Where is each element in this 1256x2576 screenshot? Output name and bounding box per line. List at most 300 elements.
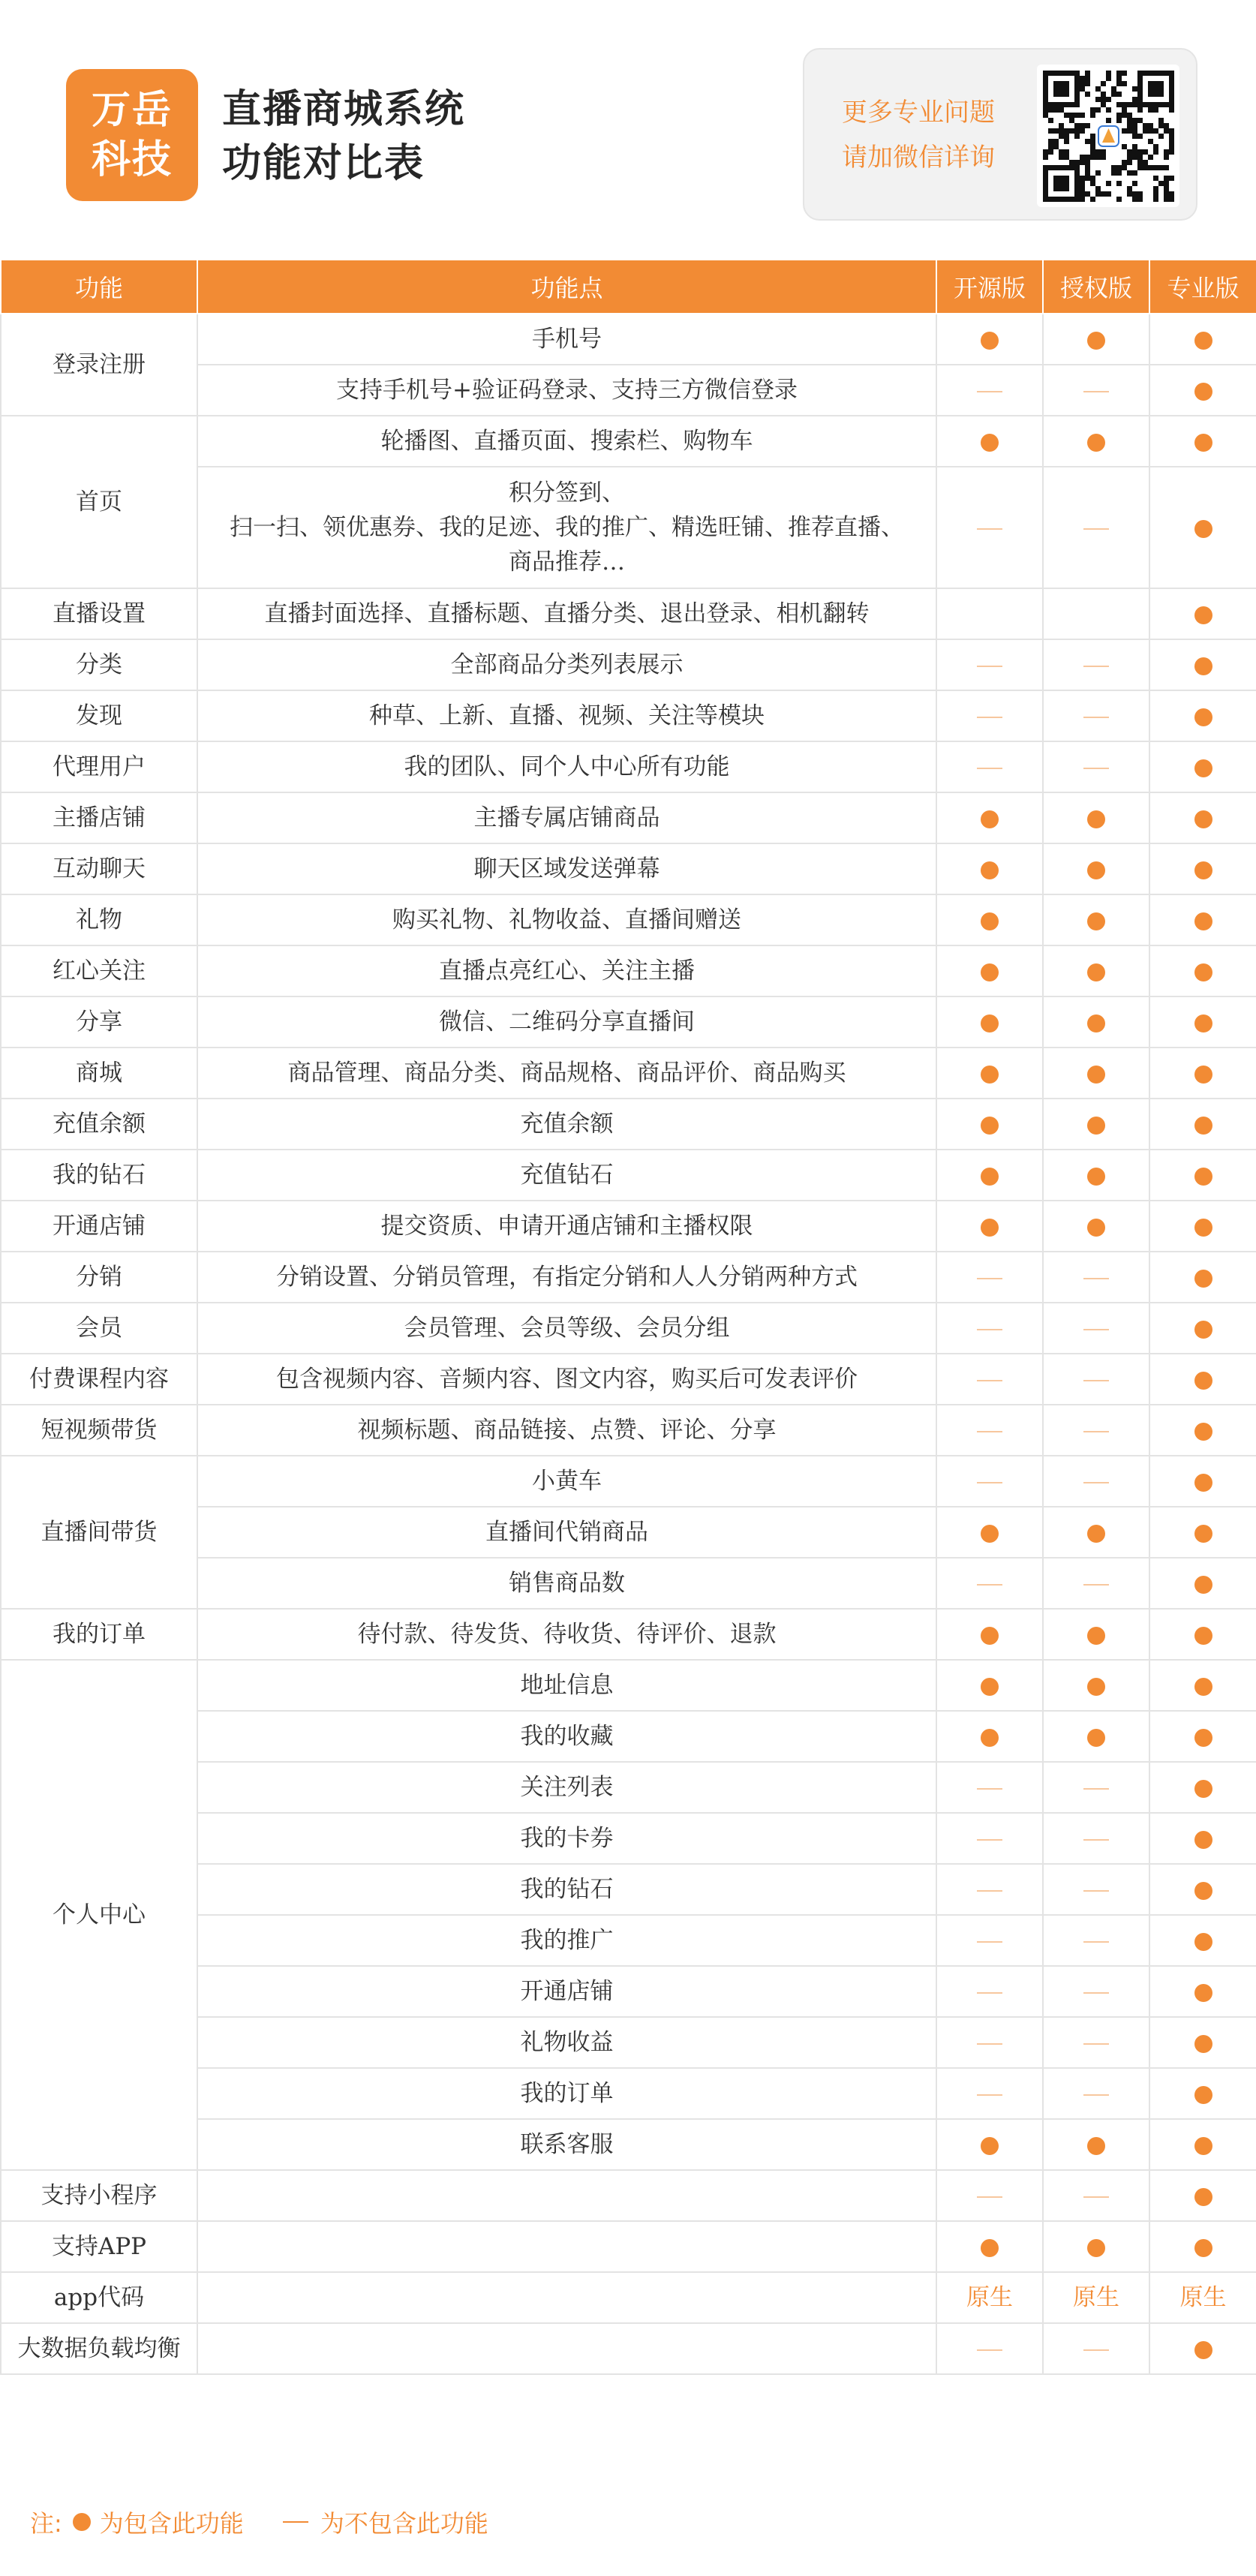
mark-cell-open-source <box>936 416 1043 467</box>
mark-cell-licensed <box>1043 2170 1149 2221</box>
mark-cell-open-source <box>936 894 1043 945</box>
included-dot-icon <box>981 861 999 879</box>
included-dot-icon <box>1194 1882 1212 1900</box>
table-row <box>1 314 1256 365</box>
table-row <box>1 690 1256 741</box>
mark-cell-licensed <box>1043 945 1149 996</box>
mark-cell-professional <box>1149 1405 1256 1456</box>
logo-line-2: 科技 <box>91 137 173 182</box>
mark-cell-professional <box>1149 1762 1256 1813</box>
mark-cell-professional <box>1149 1711 1256 1762</box>
mark-cell-open-source <box>936 843 1043 894</box>
not-included-dash-icon <box>1083 2094 1109 2096</box>
comparison-table <box>0 259 1256 2375</box>
included-dot-icon <box>1194 2239 1212 2257</box>
feature-cell: 短视频带货 <box>1 1405 197 1456</box>
mark-cell-licensed <box>1043 741 1149 792</box>
feature-point-cell: 我的推广 <box>197 1915 936 1966</box>
included-dot-icon <box>981 2137 999 2155</box>
mark-cell-open-source <box>936 588 1043 639</box>
included-dot-icon <box>1194 810 1212 828</box>
included-dot-icon <box>1087 1117 1105 1135</box>
legend-not-included-text: 为不包含此功能 <box>320 2509 488 2538</box>
title-line-1: 直播商城系统 <box>222 87 466 132</box>
mark-cell-open-source <box>936 314 1043 365</box>
not-included-dash-icon <box>977 1890 1002 1892</box>
not-included-dash-icon <box>1083 1839 1109 1841</box>
mark-cell-licensed <box>1043 2272 1149 2323</box>
mark-cell-professional <box>1149 1099 1256 1150</box>
included-dot-icon <box>1194 2341 1212 2359</box>
mark-cell-professional <box>1149 690 1256 741</box>
mark-cell-licensed <box>1043 843 1149 894</box>
title-line-2: 功能对比表 <box>222 141 425 186</box>
included-dot-icon <box>981 1627 999 1645</box>
included-dot-icon <box>1194 1423 1212 1441</box>
mark-cell-open-source <box>936 365 1043 416</box>
page-title <box>222 83 465 191</box>
native-label: 原生 <box>1073 2284 1119 2311</box>
mark-cell-open-source <box>936 741 1043 792</box>
feature-point-line: 扫一扫、领优惠券、我的足迹、我的推广、精选旺铺、推荐直播、 <box>230 514 904 541</box>
table-row <box>1 2323 1256 2374</box>
not-included-dash-icon <box>283 2521 308 2523</box>
included-dot-icon <box>1194 1117 1212 1135</box>
feature-point-cell: 我的收藏 <box>197 1711 936 1762</box>
mark-cell-licensed <box>1043 1150 1149 1201</box>
mark-cell-open-source <box>936 1252 1043 1303</box>
feature-cell: 代理用户 <box>1 741 197 792</box>
feature-cell: 分类 <box>1 639 197 690</box>
mark-cell-professional <box>1149 2119 1256 2170</box>
mark-cell-professional <box>1149 996 1256 1048</box>
mark-cell-professional <box>1149 1915 1256 1966</box>
mark-cell-open-source <box>936 1048 1043 1099</box>
mark-cell-open-source <box>936 1558 1043 1609</box>
feature-point-cell: 待付款、待发货、待收货、待评价、退款 <box>197 1609 936 1660</box>
mark-cell-licensed <box>1043 1303 1149 1354</box>
included-dot-icon <box>1194 606 1212 624</box>
included-dot-icon <box>1194 383 1212 401</box>
included-dot-icon <box>1087 1627 1105 1645</box>
mark-cell-professional <box>1149 314 1256 365</box>
feature-point-cell: 分销设置、分销员管理，有指定分销和人人分销两种方式 <box>197 1252 936 1303</box>
mark-cell-open-source <box>936 467 1043 588</box>
mark-cell-licensed <box>1043 690 1149 741</box>
mark-cell-open-source <box>936 1966 1043 2017</box>
table-row <box>1 1660 1256 1711</box>
not-included-dash-icon <box>977 528 1002 530</box>
included-dot-icon <box>1194 520 1212 538</box>
mark-cell-professional <box>1149 1150 1256 1201</box>
mark-cell-open-source <box>936 1456 1043 1507</box>
mark-cell-licensed <box>1043 1405 1149 1456</box>
mark-cell-open-source <box>936 1813 1043 1864</box>
feature-cell: 分销 <box>1 1252 197 1303</box>
not-included-dash-icon <box>1083 1788 1109 1790</box>
contact-text <box>842 90 995 180</box>
table-body <box>1 314 1256 2374</box>
included-dot-icon <box>981 1729 999 1747</box>
mark-cell-professional <box>1149 1303 1256 1354</box>
not-included-dash-icon <box>977 1329 1002 1330</box>
feature-point-cell: 我的团队、同个人中心所有功能 <box>197 741 936 792</box>
included-dot-icon <box>1087 861 1105 879</box>
included-dot-icon <box>1087 332 1105 350</box>
mark-cell-professional <box>1149 1354 1256 1405</box>
feature-cell: 直播间带货 <box>1 1456 197 1609</box>
mark-cell-licensed <box>1043 1660 1149 1711</box>
mark-cell-professional <box>1149 1966 1256 2017</box>
mark-cell-open-source <box>936 1354 1043 1405</box>
native-label: 原生 <box>966 2284 1013 2311</box>
feature-point-cell: 充值余额 <box>197 1099 936 1150</box>
mark-cell-licensed <box>1043 1201 1149 1252</box>
mark-cell-professional <box>1149 365 1256 416</box>
table-row <box>1 1303 1256 1354</box>
mark-cell-licensed <box>1043 996 1149 1048</box>
contact-line-1: 更多专业问题 <box>842 98 995 128</box>
included-dot-icon <box>1194 2086 1212 2104</box>
feature-cell: app代码 <box>1 2272 197 2323</box>
feature-cell: 支持小程序 <box>1 2170 197 2221</box>
legend-note <box>30 2505 488 2539</box>
mark-cell-open-source <box>936 792 1043 843</box>
included-dot-icon <box>1194 434 1212 452</box>
feature-cell: 大数据负载均衡 <box>1 2323 197 2374</box>
mark-cell-open-source <box>936 1864 1043 1915</box>
included-dot-icon <box>73 2513 91 2531</box>
feature-cell: 红心关注 <box>1 945 197 996</box>
included-dot-icon <box>1087 1066 1105 1084</box>
feature-cell: 我的订单 <box>1 1609 197 1660</box>
included-dot-icon <box>1194 1729 1212 1747</box>
included-dot-icon <box>981 1117 999 1135</box>
mark-cell-open-source <box>936 1660 1043 1711</box>
mark-cell-professional <box>1149 792 1256 843</box>
not-included-dash-icon <box>1083 1329 1109 1330</box>
mark-cell-professional <box>1149 2017 1256 2068</box>
included-dot-icon <box>1194 1270 1212 1288</box>
mark-cell-professional <box>1149 1456 1256 1507</box>
mark-cell-open-source <box>936 1609 1043 1660</box>
table-row <box>1 996 1256 1048</box>
included-dot-icon <box>981 810 999 828</box>
included-dot-icon <box>1194 861 1212 879</box>
feature-point-cell: 销售商品数 <box>197 1558 936 1609</box>
feature-cell: 主播店铺 <box>1 792 197 843</box>
not-included-dash-icon <box>1083 717 1109 718</box>
table-row <box>1 416 1256 467</box>
header-open-source: 开源版 <box>936 260 1043 314</box>
table-row <box>1 2272 1256 2323</box>
included-dot-icon <box>1194 1831 1212 1849</box>
included-dot-icon <box>1194 2035 1212 2053</box>
feature-point-cell: 联系客服 <box>197 2119 936 2170</box>
mark-cell-licensed <box>1043 1609 1149 1660</box>
feature-cell: 互动聊天 <box>1 843 197 894</box>
mark-cell-professional <box>1149 467 1256 588</box>
not-included-dash-icon <box>977 768 1002 769</box>
included-dot-icon <box>1087 1014 1105 1033</box>
mark-cell-professional <box>1149 2170 1256 2221</box>
company-logo <box>66 69 198 201</box>
table-row <box>1 1609 1256 1660</box>
not-included-dash-icon <box>977 391 1002 392</box>
mark-cell-open-source <box>936 945 1043 996</box>
feature-point-cell: 购买礼物、礼物收益、直播间赠送 <box>197 894 936 945</box>
feature-cell: 开通店铺 <box>1 1201 197 1252</box>
included-dot-icon <box>981 332 999 350</box>
not-included-dash-icon <box>977 2196 1002 2198</box>
feature-point-cell: 手机号 <box>197 314 936 365</box>
feature-point-cell: 关注列表 <box>197 1762 936 1813</box>
not-included-dash-icon <box>977 2043 1002 2045</box>
feature-point-cell: 支持手机号+验证码登录、支持三方微信登录 <box>197 365 936 416</box>
feature-cell: 会员 <box>1 1303 197 1354</box>
feature-cell: 支持APP <box>1 2221 197 2272</box>
mark-cell-professional <box>1149 1813 1256 1864</box>
feature-point-cell: 我的订单 <box>197 2068 936 2119</box>
not-included-dash-icon <box>1083 1380 1109 1381</box>
not-included-dash-icon <box>977 1482 1002 1483</box>
included-dot-icon <box>1194 1780 1212 1798</box>
not-included-dash-icon <box>977 717 1002 718</box>
table-row <box>1 945 1256 996</box>
included-dot-icon <box>1194 1014 1212 1033</box>
mark-cell-licensed <box>1043 1507 1149 1558</box>
mark-cell-licensed <box>1043 639 1149 690</box>
included-dot-icon <box>1087 2239 1105 2257</box>
feature-cell: 付费课程内容 <box>1 1354 197 1405</box>
included-dot-icon <box>981 1219 999 1237</box>
not-included-dash-icon <box>1083 1482 1109 1483</box>
mark-cell-open-source <box>936 1915 1043 1966</box>
table-row <box>1 639 1256 690</box>
table-row <box>1 1456 1256 1507</box>
included-dot-icon <box>1194 1474 1212 1492</box>
mark-cell-professional <box>1149 1609 1256 1660</box>
header-professional: 专业版 <box>1149 260 1256 314</box>
not-included-dash-icon <box>977 1839 1002 1841</box>
mark-cell-licensed <box>1043 1864 1149 1915</box>
included-dot-icon <box>1194 1219 1212 1237</box>
page-header <box>0 0 1256 255</box>
feature-point-cell <box>197 467 936 588</box>
mark-cell-open-source <box>936 1507 1043 1558</box>
mark-cell-professional <box>1149 2323 1256 2374</box>
mark-cell-professional <box>1149 843 1256 894</box>
feature-point-line: 商品推荐… <box>509 549 625 576</box>
not-included-dash-icon <box>1083 391 1109 392</box>
not-included-dash-icon <box>977 1278 1002 1279</box>
mark-cell-licensed <box>1043 792 1149 843</box>
mark-cell-professional <box>1149 639 1256 690</box>
table-row <box>1 588 1256 639</box>
feature-point-cell: 直播点亮红心、关注主播 <box>197 945 936 996</box>
included-dot-icon <box>1194 708 1212 726</box>
included-dot-icon <box>981 963 999 981</box>
mark-cell-licensed <box>1043 2221 1149 2272</box>
included-dot-icon <box>1087 1219 1105 1237</box>
included-dot-icon <box>981 1014 999 1033</box>
included-dot-icon <box>1087 963 1105 981</box>
mark-cell-licensed <box>1043 2068 1149 2119</box>
table-row <box>1 1201 1256 1252</box>
table-header-row <box>1 260 1256 314</box>
included-dot-icon <box>1194 759 1212 777</box>
mark-cell-licensed <box>1043 894 1149 945</box>
included-dot-icon <box>1087 2137 1105 2155</box>
mark-cell-open-source <box>936 1150 1043 1201</box>
not-included-dash-icon <box>977 1941 1002 1943</box>
not-included-dash-icon <box>977 2094 1002 2096</box>
mark-cell-professional <box>1149 1507 1256 1558</box>
table-row <box>1 2221 1256 2272</box>
included-dot-icon <box>981 1066 999 1084</box>
feature-point-cell: 我的钻石 <box>197 1864 936 1915</box>
feature-point-cell: 小黄车 <box>197 1456 936 1507</box>
feature-point-cell <box>197 2323 936 2374</box>
not-included-dash-icon <box>1083 666 1109 667</box>
feature-point-cell: 我的卡券 <box>197 1813 936 1864</box>
included-dot-icon <box>1087 1525 1105 1543</box>
header-feature-point: 功能点 <box>197 260 936 314</box>
included-dot-icon <box>1194 1066 1212 1084</box>
table-row <box>1 1252 1256 1303</box>
included-dot-icon <box>1194 1321 1212 1339</box>
feature-cell: 分享 <box>1 996 197 1048</box>
mark-cell-licensed <box>1043 1558 1149 1609</box>
included-dot-icon <box>1194 1525 1212 1543</box>
mark-cell-licensed <box>1043 1966 1149 2017</box>
table-row <box>1 1099 1256 1150</box>
qr-code-icon <box>1037 65 1179 207</box>
included-dot-icon <box>1087 1729 1105 1747</box>
mark-cell-open-source <box>936 1099 1043 1150</box>
feature-point-cell <box>197 2221 936 2272</box>
feature-cell: 礼物 <box>1 894 197 945</box>
included-dot-icon <box>1194 1576 1212 1594</box>
mark-cell-professional <box>1149 2068 1256 2119</box>
mark-cell-open-source <box>936 2170 1043 2221</box>
mark-cell-licensed <box>1043 1252 1149 1303</box>
included-dot-icon <box>1194 332 1212 350</box>
mark-cell-licensed <box>1043 588 1149 639</box>
mark-cell-licensed <box>1043 2017 1149 2068</box>
mark-cell-open-source <box>936 1762 1043 1813</box>
mark-cell-professional <box>1149 1201 1256 1252</box>
feature-cell: 我的钻石 <box>1 1150 197 1201</box>
mark-cell-open-source <box>936 1405 1043 1456</box>
not-included-dash-icon <box>977 1584 1002 1586</box>
mark-cell-open-source <box>936 2119 1043 2170</box>
mark-cell-open-source <box>936 2017 1043 2068</box>
included-dot-icon <box>1194 1984 1212 2002</box>
not-included-dash-icon <box>1083 1941 1109 1943</box>
mark-cell-professional <box>1149 741 1256 792</box>
feature-point-cell: 礼物收益 <box>197 2017 936 2068</box>
not-included-dash-icon <box>1083 2196 1109 2198</box>
feature-point-cell: 开通店铺 <box>197 1966 936 2017</box>
mark-cell-licensed <box>1043 2323 1149 2374</box>
mark-cell-professional <box>1149 1252 1256 1303</box>
mark-cell-open-source <box>936 1303 1043 1354</box>
legend-prefix: 注: <box>30 2509 62 2538</box>
legend-included-text: 为包含此功能 <box>99 2509 244 2538</box>
feature-point-cell <box>197 2272 936 2323</box>
feature-point-cell: 直播间代销商品 <box>197 1507 936 1558</box>
included-dot-icon <box>1087 434 1105 452</box>
not-included-dash-icon <box>1083 1992 1109 1994</box>
header-feature: 功能 <box>1 260 197 314</box>
feature-cell: 个人中心 <box>1 1660 197 2170</box>
feature-point-cell: 种草、上新、直播、视频、关注等模块 <box>197 690 936 741</box>
included-dot-icon <box>1194 657 1212 675</box>
feature-point-cell: 全部商品分类列表展示 <box>197 639 936 690</box>
not-included-dash-icon <box>977 1992 1002 1994</box>
mark-cell-licensed <box>1043 2119 1149 2170</box>
feature-point-cell: 会员管理、会员等级、会员分组 <box>197 1303 936 1354</box>
feature-point-cell: 主播专属店铺商品 <box>197 792 936 843</box>
feature-cell: 商城 <box>1 1048 197 1099</box>
feature-cell: 登录注册 <box>1 314 197 416</box>
feature-point-cell: 微信、二维码分享直播间 <box>197 996 936 1048</box>
table-row <box>1 843 1256 894</box>
included-dot-icon <box>1194 1933 1212 1951</box>
included-dot-icon <box>981 2239 999 2257</box>
not-included-dash-icon <box>977 666 1002 667</box>
mark-cell-open-source <box>936 1711 1043 1762</box>
feature-point-cell: 充值钻石 <box>197 1150 936 1201</box>
included-dot-icon <box>1087 912 1105 930</box>
included-dot-icon <box>981 1168 999 1186</box>
mark-cell-licensed <box>1043 1813 1149 1864</box>
mark-cell-open-source <box>936 2323 1043 2374</box>
mark-cell-licensed <box>1043 365 1149 416</box>
not-included-dash-icon <box>977 1431 1002 1432</box>
included-dot-icon <box>1194 1627 1212 1645</box>
mark-cell-licensed <box>1043 314 1149 365</box>
included-dot-icon <box>1194 1678 1212 1696</box>
mark-cell-open-source <box>936 2272 1043 2323</box>
not-included-dash-icon <box>1083 1890 1109 1892</box>
not-included-dash-icon <box>1083 1584 1109 1586</box>
mark-cell-licensed <box>1043 467 1149 588</box>
header-licensed: 授权版 <box>1043 260 1149 314</box>
feature-point-cell: 直播封面选择、直播标题、直播分类、退出登录、相机翻转 <box>197 588 936 639</box>
contact-card <box>803 48 1197 221</box>
feature-point-cell: 视频标题、商品链接、点赞、评论、分享 <box>197 1405 936 1456</box>
mark-cell-professional <box>1149 416 1256 467</box>
included-dot-icon <box>981 1678 999 1696</box>
table-row <box>1 1150 1256 1201</box>
mark-cell-open-source <box>936 2221 1043 2272</box>
mark-cell-licensed <box>1043 1762 1149 1813</box>
comparison-table-wrapper <box>0 259 1256 2375</box>
mark-cell-open-source <box>936 639 1043 690</box>
mark-cell-professional <box>1149 1660 1256 1711</box>
feature-point-cell: 包含视频内容、音频内容、图文内容，购买后可发表评价 <box>197 1354 936 1405</box>
included-dot-icon <box>1194 912 1212 930</box>
included-dot-icon <box>1194 1372 1212 1390</box>
table-row <box>1 792 1256 843</box>
feature-point-cell: 提交资质、申请开通店铺和主播权限 <box>197 1201 936 1252</box>
included-dot-icon <box>981 912 999 930</box>
mark-cell-licensed <box>1043 416 1149 467</box>
mark-cell-licensed <box>1043 1099 1149 1150</box>
feature-point-cell: 轮播图、直播页面、搜索栏、购物车 <box>197 416 936 467</box>
